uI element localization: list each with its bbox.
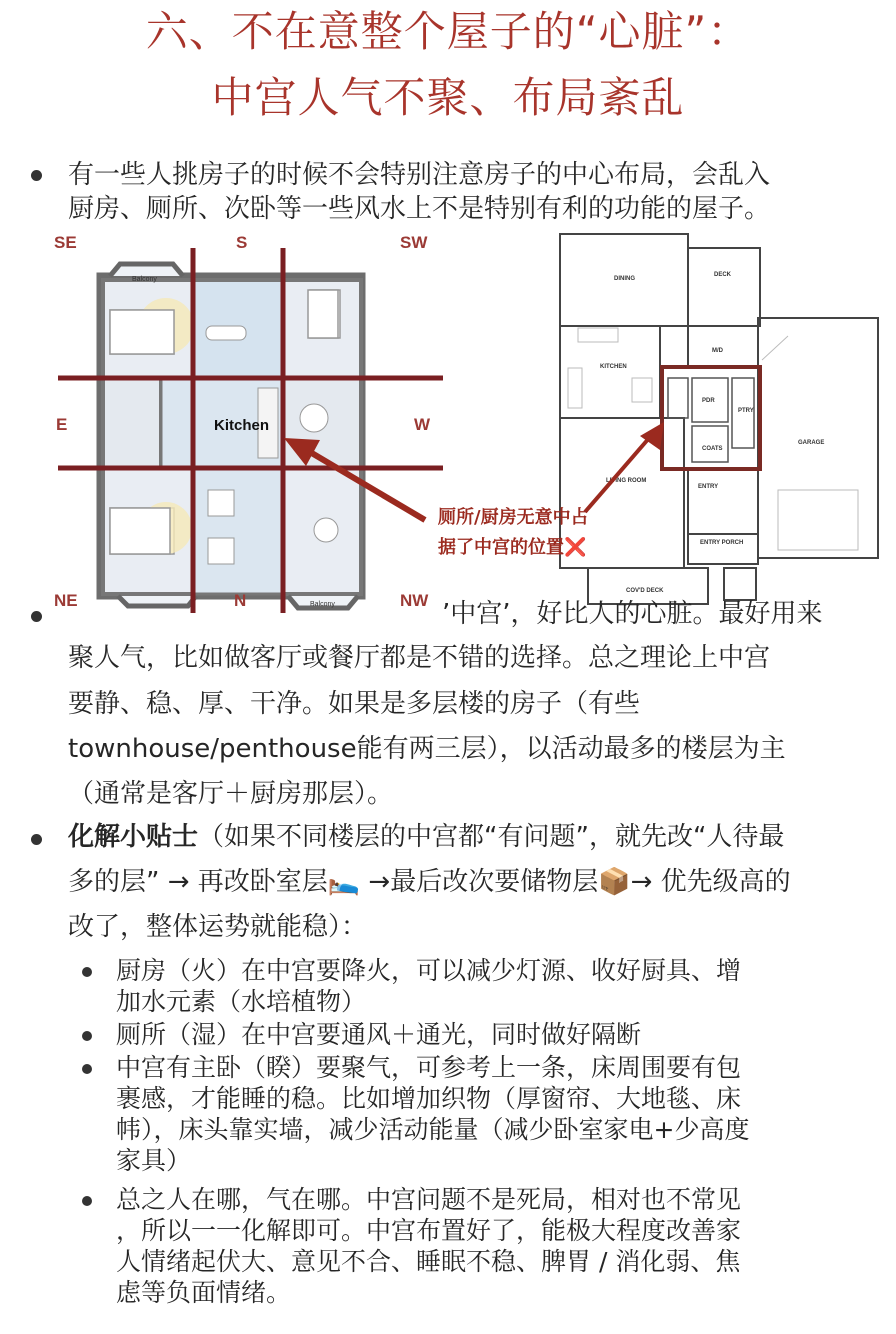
bullet2-line2: 聚人气，比如做客厅或餐厅都是不错的选择。总之理论上中宫 (68, 643, 771, 673)
sub4-line2: ，所以一一化解即可。中宫布置好了，能极大程度改善家 (116, 1216, 742, 1245)
annotation-line2: 据了中宫的位置❌ (438, 537, 587, 558)
bullet2-line4: townhouse/penthouse能有两三层），以活动最多的楼层为主 (68, 734, 786, 764)
garage-label: GARAGE (798, 440, 825, 446)
dir-e: E (56, 415, 68, 434)
balcony-top-label: Balcony (132, 276, 157, 283)
bullet1-line2: 厨房、厕所、次卧等一些风水上不是特别有利的功能的屋子。 (68, 194, 771, 224)
sub4-line4: 虑等负面情绪。 (116, 1278, 292, 1307)
page-title-line1: 六、不在意整个屋子的“心脏”： (145, 7, 751, 56)
sub1-line1: 厨房（火）在中宫要降火，可以减少灯源、收好厨具、增 (116, 956, 742, 985)
bullet2-line1: ’中宫’，好比人的心脏。最好用来 (442, 599, 823, 629)
sub1-line2: 加水元素（水培植物） (116, 987, 367, 1016)
kitchen-label: Kitchen (214, 417, 270, 434)
bullet-dot (31, 834, 42, 845)
md-label: M/D (712, 348, 723, 354)
dir-w: W (414, 415, 431, 434)
dir-se: SE (54, 233, 77, 252)
bullet3-line1-rest: （如果不同楼层的中宫都“有问题”，就先改“人待最 (198, 822, 785, 852)
sub3-line1: 中宫有主卧（睽）要聚气，可参考上一条，床周围要有包 (116, 1053, 742, 1082)
living-label: LIVING ROOM (606, 478, 647, 484)
sub3-line4: 家具） (116, 1146, 192, 1175)
entry-porch-label: ENTRY PORCH (700, 540, 744, 546)
coats-label: COATS (702, 446, 723, 452)
deck-label: DECK (714, 272, 732, 278)
ptry-label: PTRY (738, 408, 754, 414)
sub2-line1: 厕所（湿）在中宫要通风＋通光，同时做好隔断 (116, 1020, 642, 1049)
dir-s: S (236, 233, 248, 252)
plan-kitchen-label: KITCHEN (600, 364, 627, 370)
bullet3-line3: 改了，整体运势就能稳）： (68, 912, 368, 942)
pdr-label: PDR (702, 398, 715, 404)
bullet1-line1: 有一些人挑房子的时候不会特别注意房子的中心布局，会乱入 (68, 160, 771, 190)
sub3-line2: 裹感，才能睡的稳。比如增加织物（厚窗帘、大地毯、床 (116, 1084, 742, 1113)
page-title-line2: 中宫人气不聚、布局紊乱 (211, 73, 685, 122)
bullet3-line2: 多的层” → 再改卧室层🛌 →最后改次要储物层📦→ 优先级高的 (68, 867, 791, 897)
sub4-line1: 总之人在哪，气在哪。中宫问题不是死局，相对也不常见 (116, 1185, 742, 1214)
entry-label: ENTRY (698, 484, 719, 490)
covd-deck-label: COV'D DECK (626, 588, 664, 594)
bullet3-line1 (68, 819, 784, 855)
dir-nw: NW (400, 591, 429, 610)
sub4-line3: 人情绪起伏大、意见不合、睡眠不稳、脾胃 / 消化弱、焦 (116, 1247, 741, 1276)
annotation-line1: 厕所/厨房无意中占 (438, 507, 589, 528)
bullet-dot (31, 611, 42, 622)
dining-label: DINING (614, 276, 635, 282)
tip-heading: 化解小贴士 (68, 822, 199, 852)
dir-ne: NE (54, 591, 78, 610)
sub-bullet-dot (82, 1031, 92, 1041)
sub-bullet-dot (82, 1064, 92, 1074)
dir-sw: SW (400, 233, 428, 252)
balcony-bottom-label: Balcony (310, 601, 335, 608)
sub3-line3: 帏），床头靠实墙，减少活动能量（减少卧室家电+少高度 (116, 1115, 750, 1144)
sub-bullet-dot (82, 1196, 92, 1206)
dir-n: N (234, 591, 247, 610)
bullet2-line3: 要静、稳、厚、干净。如果是多层楼的房子（有些 (68, 689, 641, 719)
sub-bullet-dot (82, 967, 92, 977)
bullet2-line5: （通常是客厅＋厨房那层）。 (68, 779, 394, 809)
